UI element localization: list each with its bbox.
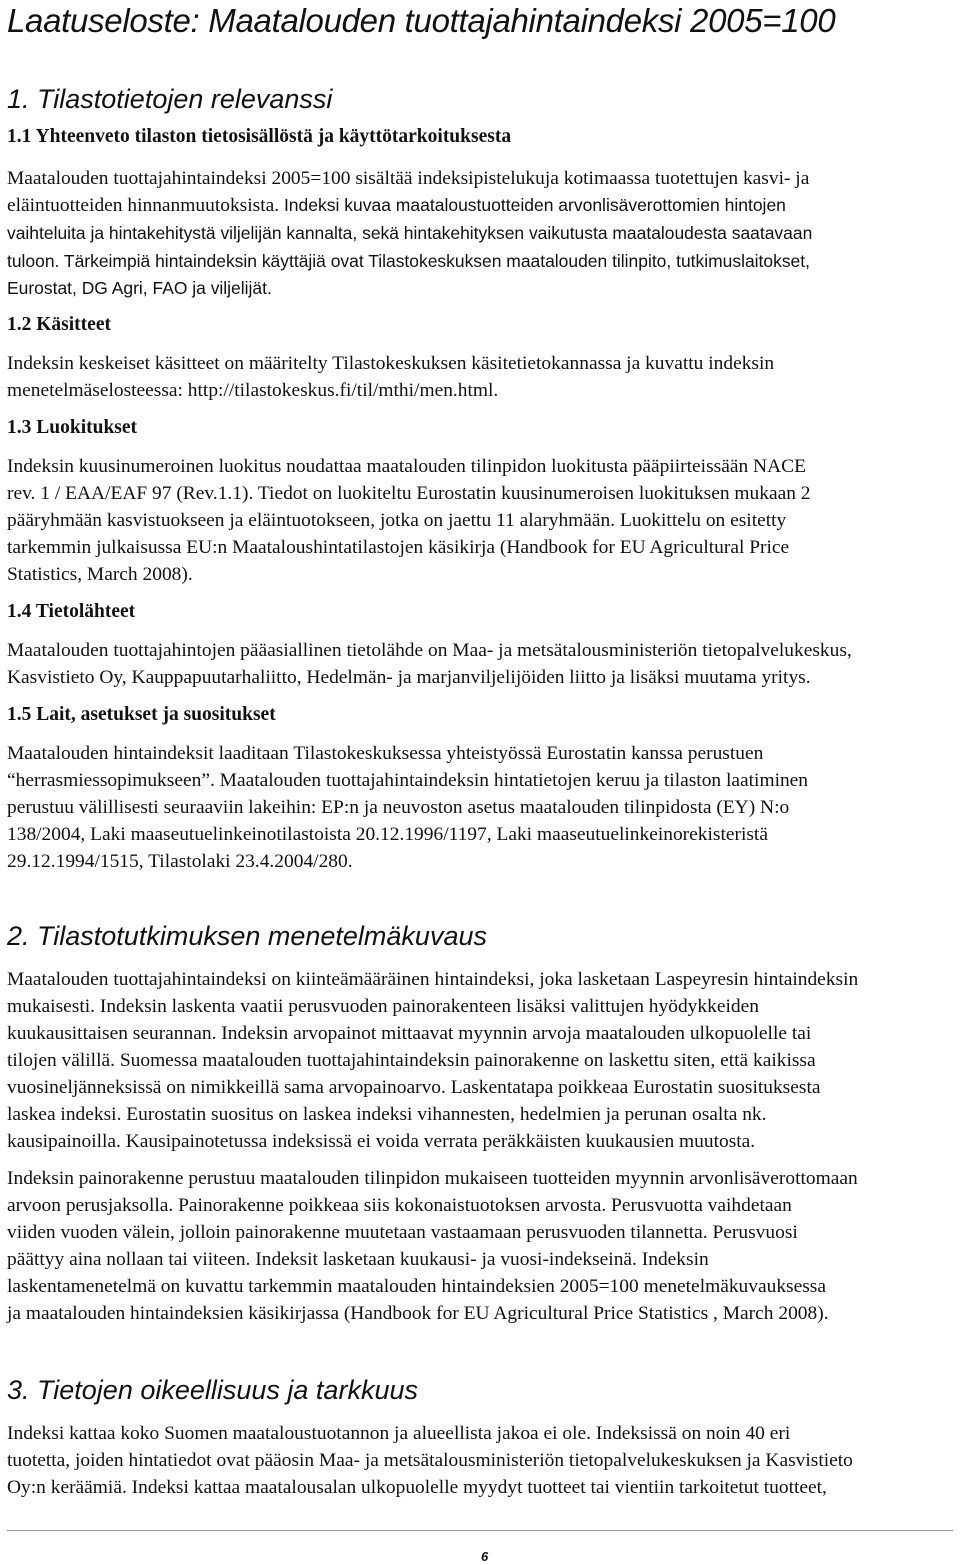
text-line: perustuu välillisesti seuraaviin lakeihin: EP:n ja neuvoston asetus maatalouden tilinpidosta (EY) N:o: [7, 797, 790, 818]
text-line: Maatalouden tuottajahintaindeksi 2005=100 sisältää indeksipistelukuja kotimaassa tuotettujen kasvi- ja: [7, 168, 810, 189]
section-2-paragraph-2: [7, 1165, 955, 1327]
text-line: tuotetta, joiden hintatiedot ovat pääosin Maa- ja metsätalousministeriön tietopalvelukeskuksen ja Kasvistieto: [7, 1450, 853, 1471]
text-line: rev. 1 / EAA/EAF 97 (Rev.1.1). Tiedot on luokiteltu Eurostatin kuusinumeroisen luokituksen mukaan 2: [7, 483, 811, 504]
subsection-1-2-paragraph: [7, 350, 955, 404]
subsection-1-4-paragraph: [7, 637, 955, 691]
subsection-1-1-paragraph-continued: [7, 220, 955, 303]
text-line: Indeksi kattaa koko Suomen maataloustuotannon ja alueellista jakoa ei ole. Indeksissä on noin 40 eri: [7, 1423, 791, 1444]
text-line: Indeksin keskeiset käsitteet on määritelty Tilastokeskuksen käsitetietokannassa ja kuvattu indeksin: [7, 353, 775, 374]
text-line: vaihteluita ja hintakehitystä viljelijän kannalta, sekä hintakehityksen vaikutusta maataloudesta saatavaan: [7, 223, 813, 243]
footer-divider: [7, 1530, 953, 1531]
section-3-paragraph-1: [7, 1420, 955, 1501]
text-line: laskentamenetelmä on kuvattu tarkemmin maatalouden hintaindeksien 2005=100 menetelmäkuvauksessa: [7, 1276, 827, 1297]
text-line: kuukausittaisen seurannan. Indeksin arvopainot mittaavat myynnin arvoja maatalouden ulkopuolelle tai: [7, 1023, 812, 1044]
text-line: Kasvistieto Oy, Kauppapuutarhaliitto, Hedelmän- ja marjanviljelijöiden liitto ja lisäksi muutama yritys.: [7, 667, 811, 688]
text-line: päättyy aina nollaan tai viiteen. Indeksit lasketaan kuukausi- ja vuosi-indekseinä. Indeksin: [7, 1249, 709, 1270]
section-1-heading: 1. Tilastotietojen relevanssi: [7, 84, 333, 114]
text-line: 138/2004, Laki maaseutuelinkeinotilastoista 20.12.1996/1197, Laki maaseutuelinkeinorekisteristä: [7, 824, 768, 845]
text-line: Indeksin painorakenne perustuu maatalouden tilinpidon mukaiseen tuotteiden myynnin arvonlisäverottomaan: [7, 1168, 858, 1189]
text-line: Indeksin kuusinumeroinen luokitus noudattaa maatalouden tilinpidon luokitusta pääpiirteissään NACE: [7, 456, 806, 477]
text-line: Maatalouden tuottajahintojen pääasiallinen tietolähde on Maa- ja metsätalousministeriön tietopalvelukeskus,: [7, 640, 852, 661]
text-line: 29.12.1994/1515, Tilastolaki 23.4.2004/280.: [7, 851, 353, 872]
subsection-1-5-paragraph: [7, 740, 955, 875]
text-line: Oy:n keräämiä. Indeksi kattaa maatalousalan ulkopuolelle myydyt tuotteet tai vientiin tarkoitetut tuotteet,: [7, 1477, 827, 1498]
page-number: 6: [481, 1549, 489, 1564]
text-line: Maatalouden hintaindeksit laaditaan Tilastokeskuksessa yhteistyössä Eurostatin kanssa perustuen: [7, 743, 764, 764]
subsection-1-5-heading: 1.5 Lait, asetukset ja suositukset: [7, 704, 276, 725]
section-3-heading: 3. Tietojen oikeellisuus ja tarkkuus: [7, 1375, 418, 1405]
text-line: “herrasmiessopimukseen”. Maatalouden tuottajahintaindeksin hintatietojen keruu ja tilaston laatiminen: [7, 770, 809, 791]
text-line: [7, 192, 955, 219]
text-line: vuosineljänneksissä on nimikkeillä sama arvopainoarvo. Laskentatapa poikkeaa Eurostatin suosituksesta: [7, 1077, 821, 1098]
text-line: pääryhmään kasvistuokseen ja eläintuotokseen, jotka on jaettu 11 alaryhmään. Luokittelu on esitetty: [7, 510, 787, 531]
subsection-1-3-heading: 1.3 Luokitukset: [7, 417, 138, 438]
text-line: laskea indeksi. Eurostatin suositus on laskea indeksi vihannesten, hedelmien ja perunan osalta nk.: [7, 1104, 767, 1125]
text-line: tarkemmin julkaisussa EU:n Maataloushintatilastojen käsikirja (Handbook for EU Agricultural Price: [7, 537, 790, 558]
text-line: arvoon perusjaksolla. Painorakenne poikkeaa siis kokonaistuotoksen arvosta. Perusvuotta vaihdetaan: [7, 1195, 792, 1216]
document-title: Laatuseloste: Maatalouden tuottajahintaindeksi 2005=100: [7, 2, 836, 39]
text-line: ja maatalouden hintaindeksien käsikirjassa (Handbook for EU Agricultural Price Statistics , March 2008).: [7, 1303, 829, 1324]
text-line: viiden vuoden välein, jolloin painorakenne muutetaan vastaamaan perusvuoden tilannetta. Perusvuosi: [7, 1222, 798, 1243]
subsection-1-2-heading: 1.2 Käsitteet: [7, 314, 111, 335]
text-run: eläintuotteiden hinnanmuutoksista.: [7, 195, 280, 216]
subsection-1-1-paragraph: [7, 165, 955, 219]
section-2-heading: 2. Tilastotutkimuksen menetelmäkuvaus: [7, 921, 487, 951]
text-line: mukaisesti. Indeksin laskenta vaatii perusvuoden painorakenteen lisäksi valittujen hyödykkeiden: [7, 996, 759, 1017]
text-run: Indeksi kuvaa maataloustuotteiden arvonlisäverottomien hintojen: [279, 195, 786, 215]
subsection-1-1-heading: 1.1 Yhteenveto tilaston tietosisällöstä ja käyttötarkoituksesta: [7, 126, 512, 147]
text-line: tilojen välillä. Suomessa maatalouden tuottajahintaindeksin painorakenne on laskettu siten, että kaikissa: [7, 1050, 816, 1071]
text-line: Maatalouden tuottajahintaindeksi on kiinteämääräinen hintaindeksi, joka lasketaan Laspeyresin hintaindeksin: [7, 969, 859, 990]
text-line: tuloon. Tärkeimpiä hintaindeksin käyttäjiä ovat Tilastokeskuksen maatalouden tilinpito, tutkimuslaitokset,: [7, 250, 810, 271]
section-2-paragraph-1: [7, 966, 955, 1155]
text-line: kausipainoilla. Kausipainotetussa indeksissä ei voida verrata peräkkäisten kuukausien muutosta.: [7, 1131, 756, 1152]
subsection-1-3-paragraph: [7, 453, 955, 588]
text-line: Eurostat, DG Agri, FAO ja viljelijät.: [7, 278, 272, 298]
text-line: menetelmäselosteessa: http://tilastokeskus.fi/til/mthi/men.html.: [7, 380, 499, 401]
text-line: Statistics, March 2008).: [7, 564, 193, 585]
subsection-1-4-heading: 1.4 Tietolähteet: [7, 601, 136, 622]
